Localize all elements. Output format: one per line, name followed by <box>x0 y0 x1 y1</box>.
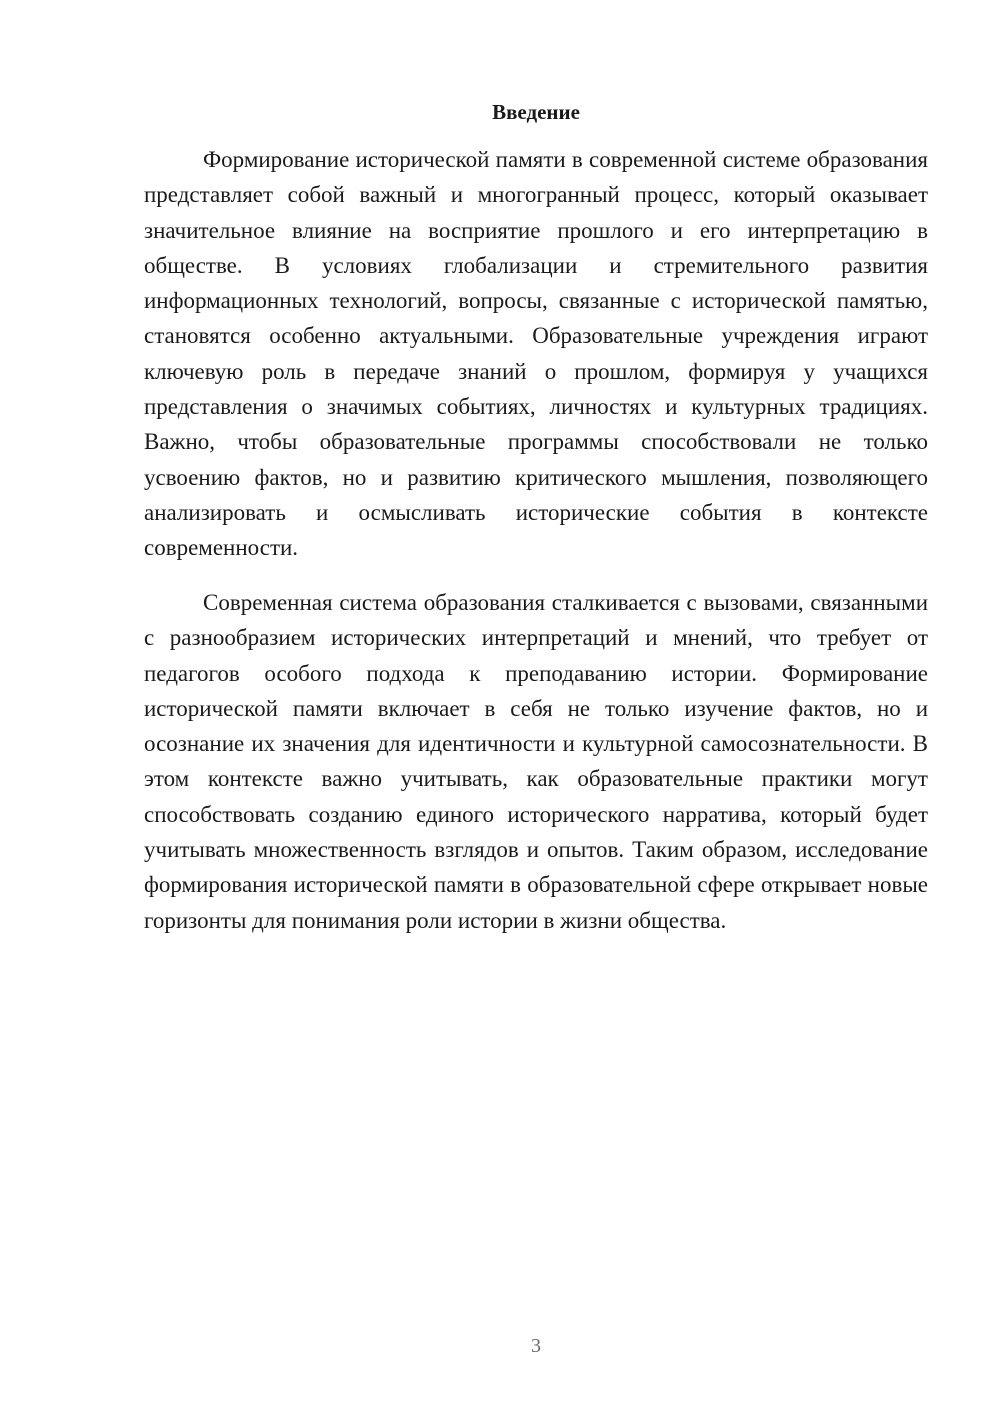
paragraph-1: Формирование исторической памяти в современной системе образования представляет собой важный и многогранный процесс, который оказывает значительное влияние на восприятие прошлого и его интерпретацию в обществе. В условиях глобализации и стремительного развития информационных технологий, вопросы, связанные с исторической памятью, становятся особенно актуальными. Образовательные учреждения играют ключевую роль в передаче знаний о прошлом, формируя у учащихся представления о значимых событиях, личностях и культурных традициях. Важно, чтобы образовательные программы способствовали не только усвоению фактов, но и развитию критического мышления, позволяющего анализировать и осмысливать исторические события в контексте современности. <box>144 147 928 561</box>
paragraph-2: Современная система образования сталкивается с вызовами, связанными с разнообразием исторических интерпретаций и мнений, что требует от педагогов особого подхода к преподаванию истории. Формирование исторической памяти включает в себя не только изучение фактов, но и осознание их значения для идентичности и культурной самосознательности. В этом контексте важно учитывать, как образовательные практики могут способствовать созданию единого исторического нарратива, который будет учитывать множественность взглядов и опытов. Таким образом, исследование формирования исторической памяти в образовательной сфере открывает новые горизонты для понимания роли истории в жизни общества. <box>144 590 928 933</box>
page-number: 3 <box>531 1335 541 1357</box>
paragraph-1-block <box>144 142 928 566</box>
page-title: Введение <box>492 100 580 124</box>
paragraph-2-block <box>144 585 928 938</box>
